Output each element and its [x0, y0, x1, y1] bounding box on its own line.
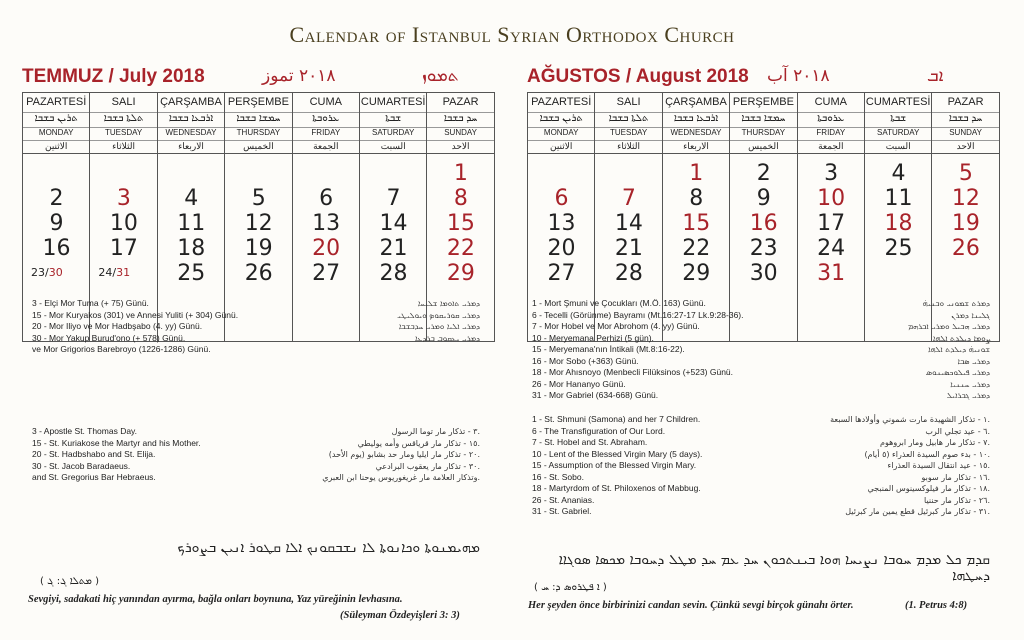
- calendar-day: 21: [614, 236, 643, 261]
- weekday-turkish: SALI: [90, 96, 156, 113]
- august-quote: Her şeyden önce birbirinizi candan sevin. Çünkü sevgi birçok günahı örter.: [528, 600, 854, 611]
- note-line: ٣ - تذكار مار توما الرسول.: [391, 427, 480, 436]
- note-line: ܕܡܪܝ ܐܠܝܐ ܘܡܪܝ ܚܕܒܫܒܐ: [398, 322, 480, 331]
- july-quote-ref: (Süleyman Özdeyişleri 3: 3): [340, 610, 460, 621]
- calendar-day: 2: [49, 186, 64, 211]
- calendar-day: 31: [817, 261, 846, 286]
- august-calendar: [527, 64, 999, 286]
- weekday-syriac: ܬܪܝܢ ܒܫܒܐ: [23, 113, 89, 128]
- note-line: ١٥ - تذكار مار قرياقس وأمه يوليطي.: [357, 438, 480, 448]
- note-line: وتذكار العلامة مار غريغوريوس يوحنا ابن العبري.: [322, 473, 480, 482]
- weekday-syriac: ܚܡܫܐ ܒܫܒܐ: [225, 113, 291, 128]
- weekday-syriac: ܫܒܬܐ: [360, 113, 426, 128]
- calendar-day: 14: [614, 211, 643, 236]
- calendar-day: 19: [244, 236, 273, 261]
- calendar-day: 13: [312, 211, 341, 236]
- note-line: 20 - Mor Iliyo ve Mor Hadbşabo (4. yy) Günü.: [32, 321, 203, 331]
- note-line: ܓܠܝܢܐ ܕܡܪܢ: [951, 310, 990, 320]
- august-notes-arabic: [760, 414, 990, 518]
- month-title: TEMMUZ / July 2018: [22, 66, 205, 87]
- note-line: ܕܡܪܬ ܫܡܘܢܝ ܘܒܢܝܗ̇: [922, 299, 990, 308]
- note-line: ١٥ - عيد انتقال السيدة العذراء.: [887, 461, 990, 470]
- weekday-arabic: الثلاثاء: [595, 141, 661, 154]
- calendar-day: 29: [682, 261, 711, 286]
- note-line: ١٨ - تذكار مار فيلوكسينوس المنبجي.: [867, 484, 990, 493]
- weekday-turkish: CUMARTESİ: [865, 96, 931, 113]
- calendar-day: 8: [453, 186, 468, 211]
- calendar-day: 20: [547, 236, 576, 261]
- calendar-day: 22: [446, 236, 475, 261]
- calendar-day: 14: [379, 211, 408, 236]
- calendar-day: 21: [379, 236, 408, 261]
- calendar-day: 12: [951, 186, 980, 211]
- weekday-turkish: CUMA: [798, 96, 864, 113]
- note-line: 30 - St. Jacob Baradaeus.: [32, 460, 131, 471]
- weekday-english: TUESDAY: [595, 128, 661, 141]
- note-line: 10 - Lent of the Blessed Virgin Mary (5 days).: [532, 448, 703, 459]
- weekday-english: MONDAY: [23, 128, 89, 141]
- weekday-english: THURSDAY: [730, 128, 796, 141]
- calendar-day: 17: [109, 236, 138, 261]
- note-line: 15 - Mor Kuryakos (301) ve Annesi Yuliti (+ 304) Günü.: [32, 309, 239, 320]
- weekday-english: SUNDAY: [932, 128, 998, 141]
- calendar-day: 19: [951, 211, 980, 236]
- calendar-day: 18: [884, 211, 913, 236]
- note-line: 1 - St. Shmuni (Samona) and her 7 Children.: [532, 414, 701, 424]
- calendar-day: 23: [749, 236, 778, 261]
- note-line: 26 - Mor Hananyo Günü.: [532, 378, 626, 389]
- note-line: 15 - Assumption of the Blessed Virgin Mary.: [532, 460, 697, 470]
- calendar-day: 4: [891, 161, 906, 186]
- note-line: 16 - St. Sobo.: [532, 471, 584, 482]
- note-line: ܕܡܪܝ ܝܥܩܘܒ ܒܪܕܥܐ: [414, 333, 480, 343]
- weekday-english: SATURDAY: [865, 128, 931, 141]
- month-title-arabic: ٢٠١٨ آب: [767, 66, 830, 86]
- month-title-syriac: ܬܡܘܙ: [422, 66, 459, 86]
- calendar-day: 15: [682, 211, 711, 236]
- note-line: 26 - St. Ananias.: [532, 494, 595, 505]
- weekday-turkish: CUMA: [293, 96, 359, 113]
- august-notes-english: [532, 414, 702, 518]
- calendar-day: 11: [884, 186, 913, 211]
- weekday-english: MONDAY: [528, 128, 594, 141]
- note-line: ve Mor Grigorios Barebroyo (1226-1286) Günü.: [32, 344, 211, 354]
- july-notes-arabic: [260, 426, 480, 484]
- note-line: ٢٦ - تذكار مار حننيا.: [924, 495, 990, 505]
- calendar-day: 28: [379, 261, 408, 286]
- calendar-day: 18: [177, 236, 206, 261]
- weekday-syriac: ܥܪܘܒܬܐ: [798, 113, 864, 128]
- weekday-english: WEDNESDAY: [663, 128, 729, 141]
- calendar-day: 15: [446, 211, 475, 236]
- calendar-day: 3: [116, 186, 131, 211]
- calendar-day: 24/31: [98, 266, 131, 279]
- weekday-syriac: ܚܡܫܐ ܒܫܒܐ: [730, 113, 796, 128]
- note-line: ٣٠ - تذكار مار يعقوب البرادعي.: [375, 461, 480, 471]
- july-notes-syriac: [330, 298, 480, 344]
- note-line: 18 - Martyrdom of St. Philoxenos of Mabbug.: [532, 483, 701, 493]
- calendar-day: 29: [446, 261, 475, 286]
- weekday-turkish: PERŞEMBE: [225, 96, 291, 113]
- weekday-english: FRIDAY: [293, 128, 359, 141]
- calendar-day: 12: [244, 211, 273, 236]
- calendar-day: 13: [547, 211, 576, 236]
- weekday-syriac: ܚܕ ܒܫܒܐ: [932, 113, 998, 128]
- calendar-day: 6: [554, 186, 569, 211]
- weekday-turkish: CUMARTESİ: [360, 96, 426, 113]
- weekday-syriac: ܚܕ ܒܫܒܐ: [427, 113, 493, 128]
- july-calendar: [22, 64, 494, 286]
- note-line: ܕܡܪܝ ܓܒܪܐܝܠ: [946, 391, 990, 400]
- july-quote: Sevgiyi, sadakati hiç yanından ayırma, bağla onları boynuna, Yaz yüreğinin levhasına.: [28, 594, 403, 605]
- weekday-english: SATURDAY: [360, 128, 426, 141]
- august-quote-ref: (1. Petrus 4:8): [905, 600, 968, 611]
- weekday-arabic: الجمعة: [798, 141, 864, 154]
- note-line: ܕܡܪܝ ܩܘܪܝܩܘܤ ܘܝܘܠܝܛܝ: [397, 310, 480, 320]
- calendar-day: 5: [251, 186, 266, 211]
- calendar-day: 26: [244, 261, 273, 286]
- calendar-day: 24: [817, 236, 846, 261]
- note-line: ١٦ - تذكار مار سوبو.: [921, 472, 990, 482]
- note-line: ܕܡܪܝ ܗܒܝܠ ܘܡܪܝ ܐܒܪܗܡ: [907, 322, 990, 331]
- weekday-english: THURSDAY: [225, 128, 291, 141]
- calendar-day: 1: [689, 161, 704, 186]
- weekday-english: SUNDAY: [427, 128, 493, 141]
- weekday-syriac: ܐܪܒܥܐ ܒܫܒܐ: [663, 113, 729, 128]
- note-line: ١٠ - بدء صوم السيدة العذراء (٥ أيام).: [864, 449, 990, 459]
- note-line: 6 - Tecelli (Görünme) Bayramı (Mt.16:27-17 Lk.9:28-36).: [532, 309, 744, 320]
- calendar-day: 26: [951, 236, 980, 261]
- note-line: 3 - Elçi Mor Tuma (+ 75) Günü.: [32, 298, 149, 308]
- weekday-arabic: الخميس: [730, 141, 796, 154]
- note-line: ܕܡܪܝ ܦܝܠܘܟܣܝܢܘܣ: [925, 368, 990, 377]
- note-line: ٧ - تذكار مار هابيل ومار ابروهوم.: [880, 438, 990, 447]
- note-line: 18 - Mor Ahısnoyo (Menbecli Filüksinos (+523) Günü.: [532, 367, 734, 377]
- calendar-day: 17: [817, 211, 846, 236]
- note-line: 7 - St. Hobel and St. Abraham.: [532, 437, 648, 447]
- weekday-turkish: ÇARŞAMBA: [158, 96, 224, 113]
- calendar-day: 1: [453, 161, 468, 186]
- note-line: 10 - Meryemana Perhizi (5 gün).: [532, 332, 654, 343]
- calendar-day: 30: [749, 261, 778, 286]
- weekday-english: FRIDAY: [798, 128, 864, 141]
- calendar-day: 20: [312, 236, 341, 261]
- note-line: 15 - St. Kuriakose the Martyr and his Mother.: [32, 437, 201, 448]
- weekday-syriac: ܫܒܬܐ: [865, 113, 931, 128]
- weekday-turkish: SALI: [595, 96, 661, 113]
- july-syriac-quote: ܡܗܝܡܢܘܬܐ ܘܟܐܢܘܬܐ ܠܐ ܢܫܒܩܘܢܟ ܐܠܐ ܩܛܘܪ ܐܢܝܢ ܒܨܘܪܟ: [177, 540, 480, 556]
- note-line: ܨܘܡܐ ܕܝܠܕܬ ܐܠܗܐ: [932, 333, 990, 343]
- calendar-day: 16: [749, 211, 778, 236]
- calendar-day: 8: [689, 186, 704, 211]
- calendar-day: 6: [319, 186, 334, 211]
- note-line: ܕܡܪܝ ܚܢܢܝܐ: [950, 379, 990, 389]
- weekday-turkish: PAZAR: [427, 96, 493, 113]
- note-line: 7 - Mor Hobel ve Mor Abrohom (4. yy) Günü.: [532, 321, 700, 331]
- july-notes-english: [32, 426, 201, 484]
- calendar-day: 2: [756, 161, 771, 186]
- weekday-arabic: الجمعة: [293, 141, 359, 154]
- weekday-arabic: الاربعاء: [158, 141, 224, 154]
- calendar-day: 23/30: [31, 266, 63, 279]
- august-notes-syriac: [790, 298, 990, 402]
- note-line: 31 - St. Gabriel.: [532, 506, 592, 516]
- note-line: ٣١ - تذكار مار كبرئيل قطع يمين مار كبرئيل.: [845, 507, 990, 516]
- weekday-english: TUESDAY: [90, 128, 156, 141]
- calendar-day: 25: [177, 261, 206, 286]
- note-line: ܫܘܢܝܗ̇ ܕܝܠܕܬ ܐܠܗܐ: [928, 345, 990, 354]
- calendar-day: 27: [547, 261, 576, 286]
- weekday-turkish: PAZAR: [932, 96, 998, 113]
- weekday-arabic: السبت: [360, 141, 426, 154]
- weekday-turkish: ÇARŞAMBA: [663, 96, 729, 113]
- weekday-arabic: الاحد: [932, 141, 998, 154]
- calendar-day: 11: [177, 211, 206, 236]
- weekday-arabic: الاحد: [427, 141, 493, 154]
- note-line: 31 - Mor Gabriel (634-668) Günü.: [532, 390, 659, 400]
- july-notes-turkish: [32, 298, 238, 356]
- calendar-day: 10: [817, 186, 846, 211]
- weekday-arabic: الاثنين: [528, 141, 594, 154]
- note-line: 16 - Mor Sobo (+363) Günü.: [532, 355, 639, 366]
- calendar-day: 5: [958, 161, 973, 186]
- note-line: 20 - St. Hadbshabo and St. Elija.: [32, 449, 156, 459]
- weekday-arabic: الخميس: [225, 141, 291, 154]
- weekday-turkish: PAZARTESİ: [528, 96, 594, 113]
- calendar-day: 4: [184, 186, 199, 211]
- note-line: and St. Gregorius Bar Hebraeus.: [32, 472, 156, 482]
- august-notes-turkish: [532, 298, 743, 402]
- calendar-day: 25: [884, 236, 913, 261]
- month-title-syriac: ܐܒ: [927, 66, 944, 86]
- weekday-arabic: الاربعاء: [663, 141, 729, 154]
- note-line: ٦ - عيد تجلي الرب.: [925, 426, 990, 436]
- calendar-day: 27: [312, 261, 341, 286]
- weekday-arabic: الثلاثاء: [90, 141, 156, 154]
- note-line: ١ - تذكار الشهيدة مارت شموني وأولادها السبعة.: [830, 415, 990, 424]
- note-line: 3 - Apostle St. Thomas Day.: [32, 426, 138, 436]
- calendar-day: 3: [824, 161, 839, 186]
- weekday-turkish: PAZARTESİ: [23, 96, 89, 113]
- august-syriac-ref: ( ܐ ܦܛܪܘܣ ܕ: ܚ ): [534, 582, 607, 593]
- july-syriac-ref: ( ܡܬܠܐ ܓ: ܓ ): [40, 576, 100, 587]
- note-line: 1 - Mort Şmuni ve Çocukları (M.Ö. 163) Günü.: [532, 298, 706, 308]
- weekday-turkish: PERŞEMBE: [730, 96, 796, 113]
- weekday-arabic: الاثنين: [23, 141, 89, 154]
- calendar-day: 9: [756, 186, 771, 211]
- calendar-day: 7: [621, 186, 636, 211]
- calendar-day: 22: [682, 236, 711, 261]
- calendar-day: 10: [109, 211, 138, 236]
- note-line: ܕܡܪܝ ܬܐܘܡܐ ܫܠܝܚܐ: [417, 299, 480, 308]
- calendar-day: 7: [386, 186, 401, 211]
- weekday-arabic: السبت: [865, 141, 931, 154]
- note-line: ٢٠ - تذكار مار ايليا ومار حد بشابو (يوم الأحد).: [328, 450, 480, 459]
- calendar-day: 28: [614, 261, 643, 286]
- note-line: ܕܡܪܝ ܣܒܐ: [957, 356, 990, 366]
- weekday-syriac: ܬܠܬܐ ܒܫܒܐ: [90, 113, 156, 128]
- weekday-syriac: ܬܠܬܐ ܒܫܒܐ: [595, 113, 661, 128]
- month-title-arabic: ٢٠١٨ تموز: [262, 66, 336, 86]
- note-line: 30 - Mor Yakup Burud'ono (+ 578) Günü.: [32, 332, 186, 343]
- weekday-syriac: ܬܪܝܢ ܒܫܒܐ: [528, 113, 594, 128]
- note-line: 15 - Meryemana'nın İntikali (Mt.8:16-22).: [532, 344, 685, 354]
- weekday-syriac: ܐܪܒܥܐ ܒܫܒܐ: [158, 113, 224, 128]
- month-title: AĞUSTOS / August 2018: [527, 66, 749, 87]
- page-title: Calendar of Istanbul Syrian Orthodox Church: [289, 22, 735, 47]
- weekday-english: WEDNESDAY: [158, 128, 224, 141]
- note-line: 6 - The Transfiguration of Our Lord.: [532, 425, 666, 436]
- calendar-day: 9: [49, 211, 64, 236]
- calendar-day: 16: [42, 236, 71, 261]
- august-syriac-quote: ܩܕܡ ܟܠ ܡܕܡ ܚܘܒܐ ܢܨܝܚܐ ܗܘܐ ܒܝܢܬܟܘܢ ܚܕ ܥܡ ܚܕ ܡܛܠ ܕܚܘܒܐ ܡܟܣܐ ܣܘܓܐܐ ܕܚܛܗܐ: [558, 552, 990, 584]
- weekday-syriac: ܥܪܘܒܬܐ: [293, 113, 359, 128]
